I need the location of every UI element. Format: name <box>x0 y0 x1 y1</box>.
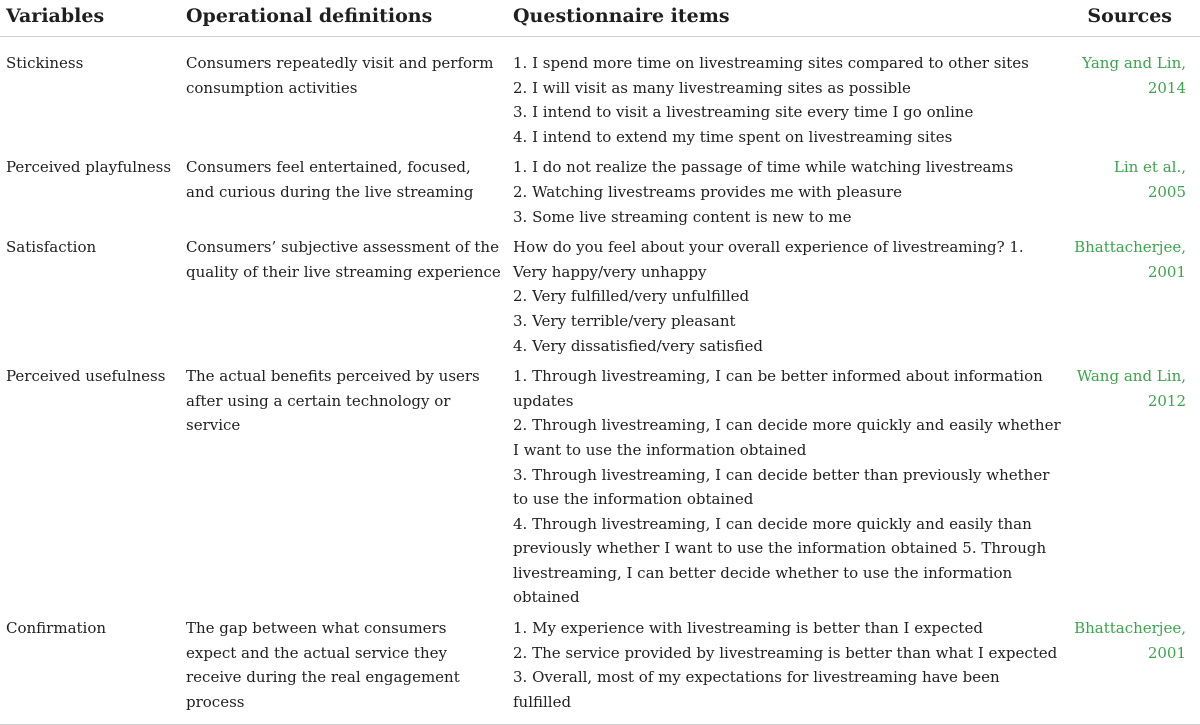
questionnaire-item: 3. Very terrible/very pleasant <box>513 311 736 330</box>
variable-cell: Perceived usefulness <box>6 367 166 386</box>
questionnaire-item: 2. Very fulfilled/very unfulfilled <box>513 287 750 306</box>
questionnaire-item: 2. Through livestreaming, I can decide more quickly and easily whether I want to use the information obtained <box>513 416 1061 459</box>
source-cell <box>1067 358 1200 610</box>
questionnaire-item: 3. Some live streaming content is new to me <box>513 207 852 226</box>
questionnaire-item: 4. I intend to extend my time spent on livestreaming sites <box>513 127 953 146</box>
source-cell <box>1067 37 1200 150</box>
items-cell <box>507 229 1067 358</box>
source-link[interactable]: Bhattacherjee, <box>1074 619 1186 638</box>
source-link[interactable]: Lin et al., 2005 <box>1113 158 1186 201</box>
table-header <box>0 0 1200 37</box>
variable-cell: Stickiness <box>6 54 84 72</box>
source-link[interactable]: Wang and Lin, <box>1076 367 1186 386</box>
definition-cell: Consumers repeatedly visit and perform consumption activities <box>186 54 494 97</box>
questionnaire-item: 1. My experience with livestreaming is better than I expected <box>513 619 983 638</box>
table-body <box>0 37 1200 725</box>
header-sources: Sources <box>1067 0 1200 37</box>
questionnaire-item: 2. I will visit as many livestreaming sites as possible <box>513 78 911 97</box>
source-link[interactable]: Yang and Lin, <box>1082 54 1186 72</box>
questionnaire-item: 4. Very dissatisfied/very satisfied <box>513 336 764 355</box>
source-cell <box>1067 229 1200 358</box>
questionnaire-item: 1. Through livestreaming, I can be better informed about information updates <box>513 367 1043 410</box>
questionnaire-item: 3. Through livestreaming, I can decide better than previously whether to use the information obtained <box>513 465 1050 509</box>
variable-cell: Satisfaction <box>6 238 97 257</box>
questionnaire-item: How do you feel about your overall experience of livestreaming? 1. Very happy/very unhappy <box>513 238 1024 281</box>
source-link[interactable]: 2001 <box>1147 643 1186 662</box>
items-cell <box>507 149 1067 229</box>
variable-cell: Perceived playfulness <box>6 158 172 177</box>
items-cell <box>507 37 1067 150</box>
definition-cell: Consumers feel entertained, focused, and curious during the live streaming <box>186 158 474 201</box>
source-link[interactable]: 2012 <box>1147 391 1186 410</box>
definition-cell: The gap between what consumers expect and the actual service they receive during the real engagement process <box>180 610 507 725</box>
table-row <box>0 610 1200 725</box>
questionnaire-item: 1. I spend more time on livestreaming sites compared to other sites <box>513 54 1029 72</box>
variable-cell: Confirmation <box>0 610 180 725</box>
definition-cell: The actual benefits perceived by users after using a certain technology or service <box>186 367 480 435</box>
source-cell <box>1067 149 1200 229</box>
questionnaire-item: 3. I intend to visit a livestreaming site every time I go online <box>513 103 974 122</box>
source-link[interactable]: 2001 <box>1147 262 1186 281</box>
questionnaire-item: 1. I do not realize the passage of time while watching livestreams <box>513 158 1014 177</box>
items-cell <box>507 358 1067 610</box>
questionnaire-item: 2. Watching livestreams provides me with pleasure <box>513 182 903 201</box>
questionnaire-item: 2. The service provided by livestreaming is better than what I expected <box>513 643 1058 662</box>
header-variables: Variables <box>0 0 180 37</box>
definition-cell: Consumers’ subjective assessment of the quality of their live streaming experience <box>186 238 501 281</box>
items-cell <box>507 610 1067 725</box>
source-link[interactable]: Bhattacherjee, <box>1074 238 1186 257</box>
source-cell <box>1067 610 1200 725</box>
table-row <box>0 358 1200 610</box>
questionnaire-item: 3. Overall, most of my expectations for livestreaming have been fulfilled <box>513 668 1000 711</box>
header-definitions: Operational definitions <box>180 0 507 37</box>
table-row <box>0 229 1200 358</box>
header-items: Questionnaire items <box>507 0 1067 37</box>
table-row <box>0 37 1200 150</box>
table-row <box>0 149 1200 229</box>
questionnaire-item: 4. Through livestreaming, I can decide more quickly and easily than previously whether I want to use the information obtained 5. Through livestreaming, I can better decide whether to use the information obtained <box>513 514 1047 607</box>
source-link[interactable]: 2014 <box>1147 78 1186 97</box>
header-row <box>0 0 1200 37</box>
